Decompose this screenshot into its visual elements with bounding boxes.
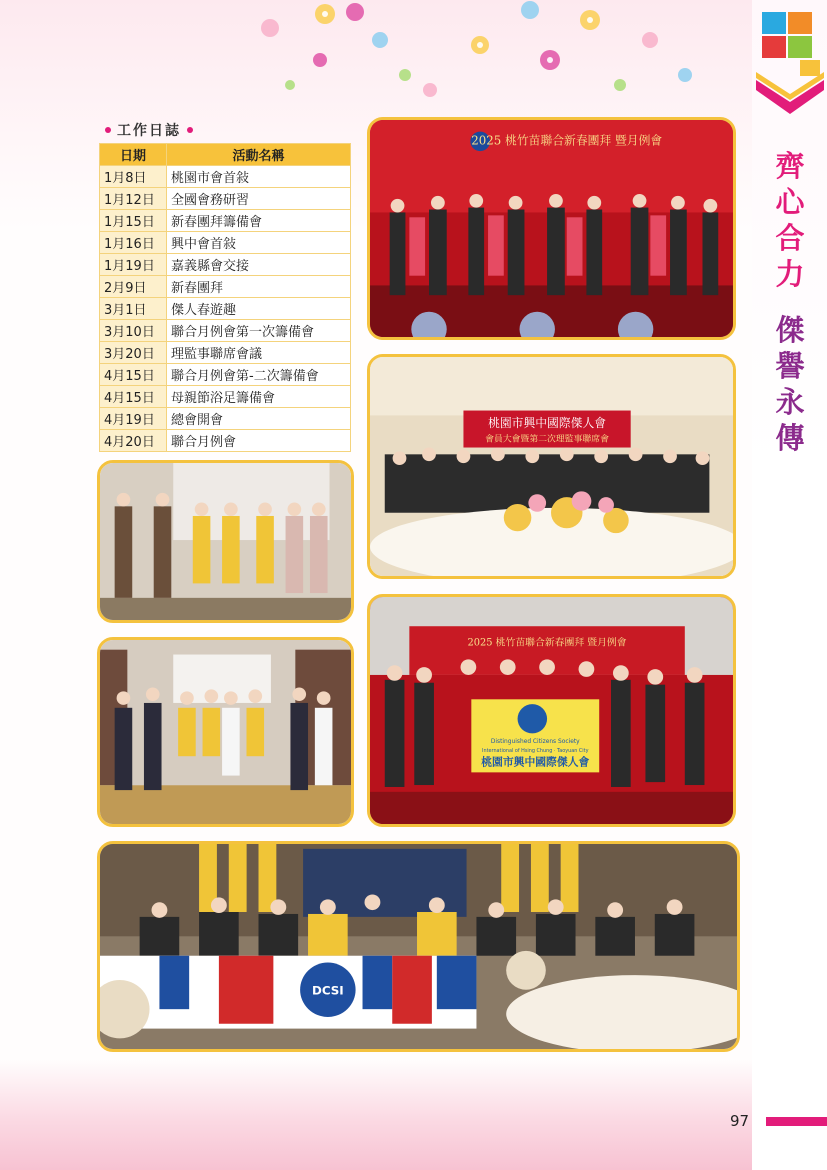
log-activity: 理監事聯席會議 — [167, 342, 351, 364]
column-header-activity: 活動名稱 — [167, 144, 351, 166]
log-date: 1月12日 — [100, 188, 167, 210]
side-title — [772, 148, 808, 456]
table-row — [100, 386, 351, 408]
photo-banner-text: 2025 桃竹苗聯合新春團拜 暨月例會 — [467, 637, 627, 649]
log-activity: 聯合月例會 — [167, 430, 351, 452]
log-activity: 聯合月例會第一次籌備會 — [167, 320, 351, 342]
photo-board-meeting — [367, 354, 736, 579]
page-number: 97 — [730, 1112, 750, 1130]
table-row — [100, 364, 351, 386]
work-log-title: 工作日誌 — [117, 123, 181, 139]
side-title-char: 合 — [775, 221, 805, 255]
table-row — [100, 254, 351, 276]
table-row — [100, 430, 351, 452]
table-row — [100, 232, 351, 254]
table-row — [100, 166, 351, 188]
log-date: 1月19日 — [100, 254, 167, 276]
log-activity: 新春團拜 — [167, 276, 351, 298]
work-log-header — [99, 119, 199, 141]
side-title-char: 譽 — [775, 349, 805, 383]
log-date: 1月16日 — [100, 232, 167, 254]
log-activity: 母親節浴足籌備會 — [167, 386, 351, 408]
table-row — [100, 210, 351, 232]
log-date: 4月19日 — [100, 408, 167, 430]
flag-text-en: International of Hsing Chung · Taoyuan City — [482, 747, 589, 754]
log-date: 2月9日 — [100, 276, 167, 298]
log-activity: 嘉義縣會交接 — [167, 254, 351, 276]
log-activity: 新春團拜籌備會 — [167, 210, 351, 232]
log-date: 3月1日 — [100, 298, 167, 320]
log-date: 1月15日 — [100, 210, 167, 232]
log-activity: 桃園市會首敍 — [167, 166, 351, 188]
table-row — [100, 408, 351, 430]
log-date: 4月20日 — [100, 430, 167, 452]
side-title-char: 心 — [775, 185, 805, 219]
log-date: 4月15日 — [100, 386, 167, 408]
table-row — [100, 298, 351, 320]
log-date: 4月15日 — [100, 364, 167, 386]
photo-banner-text: 桃園市興中國際傑人會 — [488, 416, 607, 431]
log-date: 3月20日 — [100, 342, 167, 364]
side-title-char: 永 — [775, 385, 805, 419]
log-activity: 聯合月例會第-二次籌備會 — [167, 364, 351, 386]
log-activity: 總會開會 — [167, 408, 351, 430]
column-header-date: 日期 — [100, 144, 167, 166]
log-date: 1月8日 — [100, 166, 167, 188]
logo-text: DCSI — [311, 983, 344, 998]
photo-new-year-stage — [367, 117, 736, 340]
flag-text-en: Distinguished Citizens Society — [490, 739, 580, 746]
page-accent-bar — [766, 1117, 827, 1126]
work-log-table — [99, 143, 351, 452]
table-row — [100, 276, 351, 298]
table-header-row — [100, 144, 351, 166]
footer-background — [0, 1060, 827, 1170]
photo-banner-text: 會員大會暨第二次理監事聯席會 — [485, 434, 609, 445]
photo-conference-table — [97, 841, 740, 1052]
log-activity: 全國會務研習 — [167, 188, 351, 210]
flag-text-zh: 桃園市興中國際傑人會 — [481, 755, 590, 769]
photo-meeting-room-group — [97, 637, 354, 827]
side-title-char: 傳 — [775, 421, 805, 455]
side-title-char: 傑 — [775, 313, 805, 347]
log-date: 3月10日 — [100, 320, 167, 342]
side-title-char: 力 — [775, 257, 805, 291]
flower-decoration — [230, 0, 700, 105]
table-row — [100, 342, 351, 364]
log-activity: 傑人春遊趣 — [167, 298, 351, 320]
puzzle-icon — [754, 6, 826, 118]
table-row — [100, 188, 351, 210]
photo-group-flag — [367, 594, 736, 827]
photo-spring-outing — [97, 460, 354, 623]
side-title-char: 齊 — [775, 149, 805, 183]
photo-banner-text: 2025 桃竹苗聯合新春團拜 暨月例會 — [471, 133, 663, 148]
bullet-icon — [105, 127, 111, 133]
table-row — [100, 320, 351, 342]
bullet-icon — [187, 127, 193, 133]
log-activity: 興中會首敍 — [167, 232, 351, 254]
